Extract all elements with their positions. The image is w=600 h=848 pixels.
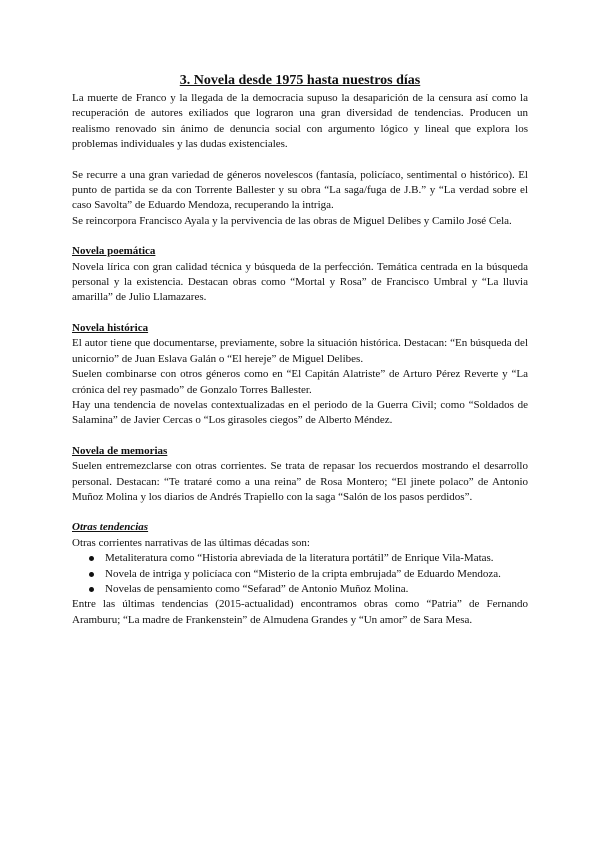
memorias-paragraph-1: Suelen entremezclarse con otras corrientes. Se trata de repasar los recuerdos mostrando el desarrollo personal. Destacan: “Te trataré como a una reina” de Rosa Montero; “El jinete polaco” de Antonio Muñoz Molina y los diarios de Andrés Trapiello con la saga “Salón de los pasos perdidos”. [72, 460, 528, 503]
bullet-icon [89, 587, 94, 592]
section-novela-memorias [72, 444, 528, 506]
intro-paragraph-1: La muerte de Franco y la llegada de la democracia supuso la desaparición de la censura así como la recuperación de autores exiliados que lograron una gran diversidad de tendencias. Producen un realismo renovado sin ánimo de denuncia social con argumento lógico y lineal que explora los problemas individuales y las dudas existenciales. [72, 92, 528, 151]
bullet-icon [89, 556, 94, 561]
historica-paragraph-3: Hay una tendencia de novelas contextualizadas en el periodo de la Guerra Civil; como “Soldados de Salamina” de Javier Cercas o “Los girasoles ciegos” de Alberto Méndez. [72, 398, 528, 427]
heading-otras-tendencias: Otras tendencias [72, 521, 149, 534]
intro-paragraph-3: Se reincorpora Francisco Ayala y la pervivencia de las obras de Miguel Delibes y Camilo José Cela. [72, 214, 512, 227]
list-item [89, 582, 528, 597]
heading-novela-historica: Novela histórica [72, 321, 149, 334]
otras-closing-paragraph: Entre las últimas tendencias (2015-actualidad) encontramos obras como “Patria” de Fernando Aramburu; “La madre de Frankenstein” de Almudena Grandes y “Un amor” de Sara Mesa. [72, 598, 528, 626]
intro-section [72, 91, 528, 229]
otras-bullet-list [72, 551, 528, 597]
section-novela-historica [72, 321, 528, 429]
intro-paragraph-2: Se recurre a una gran variedad de géneros novelescos (fantasía, policíaco, sentimental o histórico). El punto de partida se da con Torrente Ballester y su obra “La saga/fuga de J.B.” y “La verdad sobre el caso Savolta” de Eduardo Mendoza, recuperando la intriga. [72, 168, 528, 212]
bullet-icon [89, 572, 94, 577]
heading-novela-memorias: Novela de memorias [72, 444, 168, 457]
section-novela-poematica [72, 244, 528, 306]
bullet-text: Metaliteratura como “Historia abreviada de la literatura portátil” de Enrique Vila-Matas. [105, 552, 494, 565]
bullet-text: Novelas de pensamiento como “Sefarad” de Antonio Muñoz Molina. [105, 582, 409, 595]
heading-novela-poematica: Novela poemática [72, 245, 156, 258]
list-item [89, 567, 528, 582]
section-otras-tendencias [72, 520, 528, 628]
list-item [89, 551, 528, 566]
historica-paragraph-1: El autor tiene que documentarse, previamente, sobre la situación histórica. Destacan: “En búsqueda del unicornio” de Juan Eslava Galán o “El hereje” de Miguel Delibes. [72, 337, 528, 365]
poematica-paragraph-1: Novela lírica con gran calidad técnica y búsqueda de la perfección. Temática centrada en la búsqueda personal y la existencia. Destacan obras como “Mortal y Rosa” de Francisco Umbral y “La lluvia amarilla” de Julio Llamazares. [72, 260, 528, 304]
otras-intro: Otras corrientes narrativas de las últimas décadas son: [72, 536, 310, 549]
bullet-text: Novela de intriga y policíaca con “Misterio de la cripta embrujada” de Eduardo Mendoza. [105, 567, 501, 580]
historica-paragraph-2: Suelen combinarse con otros géneros como en “El Capitán Alatriste” de Arturo Pérez Reverte y “La crónica del rey pasmado” de Gonzalo Torres Ballester. [72, 368, 528, 396]
document-title: 3. Novela desde 1975 hasta nuestros días [179, 73, 421, 88]
